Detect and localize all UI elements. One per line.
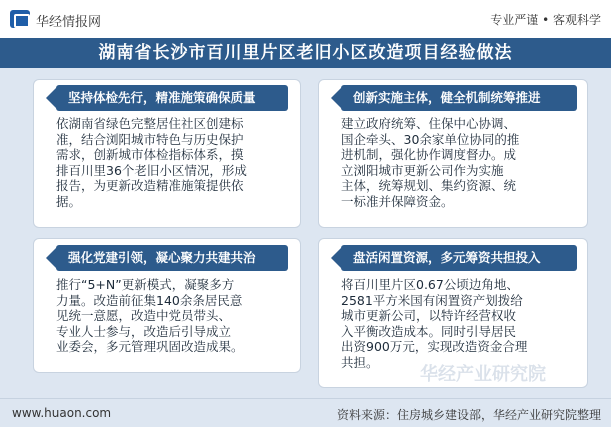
card-4-line: 将百川里片区0.67公顷边角地、 xyxy=(341,277,519,292)
card-3-line: 专业人士参与，改造后引导成立 xyxy=(56,323,232,339)
card-1-title: 坚持体检先行，精准施策确保质量 xyxy=(56,85,288,111)
card-3-line: 力量。改造前征集140余条居民意 xyxy=(56,292,243,308)
card-2-body xyxy=(341,116,583,209)
card-4-body xyxy=(341,277,583,370)
card-3-line: 业委会，多元管理巩固改造成果。 xyxy=(56,339,244,354)
card-1-line: 需求，创新城市体检指标体系，摸 xyxy=(56,147,244,162)
card-1-line: 准，结合浏阳城市特色与历史保护 xyxy=(56,131,244,147)
page-title: 湖南省长沙市百川里片区老旧小区改造项目经验做法 xyxy=(98,43,513,63)
card-4-line: 城市更新公司，以特许经营权收 xyxy=(341,308,517,323)
card-3-line: 见统一意愿，改造中党员带头、 xyxy=(56,308,232,323)
card-2-line: 进机制，强化协作调度督办。成 xyxy=(341,147,517,162)
card-2-line: 建立政府统筹、住保中心协调、 xyxy=(341,116,517,131)
card-3-line: 推行“5+N”更新模式，凝聚多方 xyxy=(56,277,235,292)
footer xyxy=(0,398,611,427)
card-1-line: 排百川里36个老旧小区情况，形成 xyxy=(56,162,247,178)
card-2 xyxy=(318,79,588,228)
card-4-line: 共担。 xyxy=(341,354,379,370)
card-1 xyxy=(33,79,301,228)
source-note: 资料来源：住房城乡建设部，华经产业研究院整理 xyxy=(336,408,601,422)
website-link[interactable]: www.huaon.com xyxy=(12,406,112,420)
watermark: 华经产业研究院 xyxy=(420,364,546,385)
card-1-body xyxy=(56,116,296,209)
card-1-line: 据。 xyxy=(56,193,82,209)
logo-icon xyxy=(10,10,30,28)
top-bar xyxy=(0,0,611,38)
card-1-line: 依湖南省绿色完整居住社区创建标 xyxy=(56,116,244,131)
card-2-line: 立浏阳城市更新公司作为实施 xyxy=(341,162,504,178)
card-3-title: 强化党建引领，凝心聚力共建共治 xyxy=(56,245,288,271)
card-3 xyxy=(33,238,301,373)
brand-name: 华经情报网 xyxy=(36,15,102,30)
card-2-line: 主体，统筹规划、集约资源、统 xyxy=(341,178,517,193)
card-4-line: 出资900万元，实现改造资金合理 xyxy=(341,339,528,354)
card-4-line: 入平衡改造成本。同时引导居民 xyxy=(341,323,517,339)
card-2-line: 一标准并保障资金。 xyxy=(341,193,454,209)
card-2-title: 创新实施主体，健全机制统筹推进 xyxy=(341,85,577,111)
slogan: 专业严谨 • 客观科学 xyxy=(490,13,601,27)
card-2-line: 国企牵头、30余家单位协同的推 xyxy=(341,131,520,147)
card-3-body xyxy=(56,277,296,355)
card-4-title: 盘活闲置资源，多元筹资共担投入 xyxy=(341,245,577,271)
title-banner xyxy=(0,38,611,68)
card-4-line: 2581平方米国有闲置资产划拨给 xyxy=(341,292,523,308)
card-1-line: 报告，为更新改造精准施策提供依 xyxy=(56,178,244,193)
